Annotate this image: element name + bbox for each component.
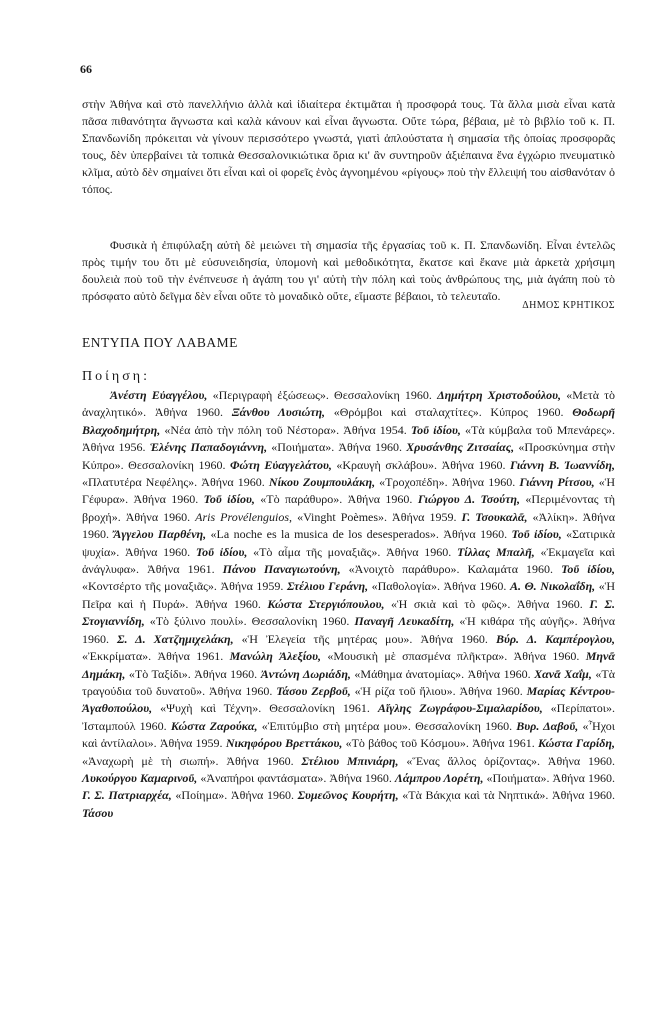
entry-details: «Τὸ αἷμα τῆς μοναξιᾶς». Ἀθήνα 1960. [247,544,457,559]
entry-author: Ἀντώνη Δωριάδη, [260,666,351,681]
entry-author: Μαρίας Κέντρου-Ἀγαθοπούλου, [82,683,615,716]
entry-author: Λάμπρου Λορέτη, [394,770,484,785]
entry-details: «Περιγραφὴ ἐξώσεως». Θεσσαλονίκη 1960. [207,388,438,402]
entry-author: Πάνου Παναγιωτούνη, [222,562,341,577]
entry-author: Ἀνέστη Εὐαγγέλου, [110,388,208,402]
entry-details: «Νέα ἀπὸ τὴν πόλη τοῦ Νέστορα». Ἀθήνα 1954. [160,422,411,437]
entry-details: «Vinght Poèmes». Ἀθήνα 1959. [292,509,462,524]
entry-details: «Τὸ παράθυρο». Ἀθήνα 1960. [254,492,418,507]
paragraph-continuation: στὴν Ἀθήνα καὶ στὸ πανελλήνιο ἀλλὰ καὶ ἰδιαίτερα ἐκτιμᾶται ἡ προσφορά τους. Τὰ ἄλλα μισὰ εἶναι κατὰ πᾶσα πιθανότητα ἄγνωστα καὶ καλὰ κάνουν καὶ εἶναι ἄγνωστα. Οὔτε τώρα, βέβαια, μὲ τὸ βιβλίο τοῦ κ. Π. Σπανδωνίδη πρόκειται νὰ γίνουν περισσότερο γνωστά, γιατὶ ἁπλούστατα ἡ σημασία τῆς ὁποίας προσφορᾶς τους, δὲν ὑπερβαίνει τὰ τοπικὰ Θεσσαλονικιώτικα ὅρια κι' ἂν συντηροῦν ἀξιέπαινα ἕνα ἐγχώριο πνευματικὸ κλῖμα, αὐτὸ δὲν σημαίνει ὅτι εἶναι καὶ οἱ φορεῖς ἑνὸς ἀγνοημένου «ρίγους» ποὺ τὴν ἔλλειψή του αἰσθανόταν ὁ τόπος. [82,97,615,197]
entry-details: «Κοντσέρτο τῆς μοναξιᾶς». Ἀθήνα 1959. [82,579,287,594]
entry-author: Σ. Δ. Χατζημιχελάκη, [117,631,234,646]
entry-details: «Ποιήματα». Ἀθήνα 1960. [483,770,615,785]
entry-details: «Ἡ ρίζα τοῦ ἥλιου». Ἀθήνα 1960. [350,683,527,698]
entry-author: Χανᾶ Χαΐμ, [534,666,592,681]
entry-author: Κώστα Ζαρούκα, [170,718,258,733]
entry-author: Κώστα Στεργιόπουλου, [267,596,385,611]
entry-author: Συμεῶνος Κουρήτη, [297,788,399,803]
entry-author: Aris Provélenguios, [195,509,293,524]
entry-author: Α. Θ. Νικολαΐδη, [509,579,596,594]
entry-author: Βυρ. Δαβοῦ, [516,718,579,733]
entry-details: «Παθολογία». Ἀθήνα 1960. [368,579,510,594]
section-title: ΕΝΤΥΠΑ ΠΟΥ ΛΑΒΑΜΕ [82,335,238,350]
entry-details: «Μάθημα ἀνατομίας». Ἀθήνα 1960. [350,666,535,681]
entry-details: «Τὸ βάθος τοῦ Κόσμου». Ἀθήνα 1961. [342,736,539,751]
entry-author: Ἑλένης Παπαδογιάννη, [149,440,268,455]
entry-details: «Τὰ κύμβαλα τοῦ Μπενάρες». Ἀθήνα 1956. [82,422,615,455]
entry-details: «Τὰ τραγούδια τοῦ δυνατοῦ». Ἀθήνα 1960. [82,666,615,698]
entry-details: «Ἡ Γέφυρα». Ἀθήνα 1960. [82,475,616,507]
entry-details: «Τὰ Βάκχια καὶ τὰ Νηπτικά». Ἀθήνα 1960. [398,788,616,803]
entry-details: «Μουσικὴ μὲ σπασμένα πλῆκτρα». Ἀθήνα 1960. [321,649,586,664]
entry-author: Τίλλας Μπαλῆ, [456,544,535,559]
article-continuation [82,96,615,199]
entry-details: «Τροχοπέδη». Ἀθήνα 1960. [375,475,520,490]
entry-details: «Ποιήματα». Ἀθήνα 1960. [267,440,407,455]
entry-author: Φώτη Εὐαγγελάτου, [229,457,332,472]
entry-details: «Κραυγὴ σκλάβου». Ἀθήνα 1960. [331,457,511,472]
entry-author: Κώστα Γαρίδη, [538,736,615,751]
entry-author: Λυκούργου Καμαρινοῦ, [82,770,198,785]
entry-author: Τάσου Ζερβοῦ, [276,683,351,698]
entry-details: «Ἐπιτύμβιο στὴ μητέρα μου». Θεσσαλονίκη 1960. [257,718,517,733]
entry-author: Τοῦ ἰδίου, [410,422,461,437]
entry-author: Ξάνθου Λυσιώτη, [231,405,326,420]
entry-author: Χρυσάνθης Ζιτσαίας, [406,440,515,455]
author-signature: ΔΗΜΟΣ ΚΡΗΤΙΚΟΣ [522,300,615,311]
entry-author: Γ. Σ. Πατριαρχέα, [82,788,172,803]
entry-details: «La noche es la musica de los desesperados». Ἀθήνα 1960. [206,527,512,542]
entry-author: Τοῦ ἰδίου, [511,527,562,542]
entry-details: «Ψυχὴ καὶ Τέχνη». Θεσσαλονίκη 1961. [152,701,378,716]
entry-author: Στέλιου Μπινιάρη, [301,753,399,768]
entry-details: «Ἡ Πεῖρα καὶ ἡ Πυρά». Ἀθήνα 1960. [82,579,616,611]
entry-details: «Σατιρικὰ ψυχία». Ἀθήνα 1960. [82,527,616,559]
entry-author: Μηνᾶ Δημάκη, [82,649,615,681]
entry-author: Γ. Τσουκαλᾶ, [461,509,528,524]
entry-author: Βύρ. Δ. Καμπέρογλου, [495,631,615,646]
entry-author: Νίκου Ζουμπουλάκη, [268,475,376,490]
entry-author: Μανώλη Ἀλεξίου, [229,649,322,664]
received-publications-list [82,387,615,822]
entry-author: Δημήτρη Χριστοδούλου, [437,388,562,402]
entry-details: «Ἀναπήροι φαντάσματα». Ἀθήνα 1960. [197,770,395,785]
entry-author: Γιάννη Β. Ἰωαννίδη, [510,457,616,472]
entry-details: «Ἡ Ἐλεγεία τῆς μητέρας μου». Ἀθήνα 1960. [233,631,496,646]
entry-details: «Ἕνας ἄλλος ὁρίζοντας». Ἀθήνα 1960. [398,753,615,768]
entry-author: Τοῦ ἰδίου, [561,562,615,577]
entry-author: Ἄγγελου Παρθένη, [113,527,207,542]
entry-details: «Περίπατοι». Ἰσταμπούλ 1960. [82,701,615,733]
entry-author: Τοῦ ἰδίου, [203,492,255,507]
entry-details: «Ποίημα». Ἀθήνα 1960. [171,788,298,803]
entry-author: Γιάννη Ρίτσου, [519,475,595,490]
entry-details: «Ἡ κιθάρα τῆς αὐγῆς». Ἀθήνα 1960. [82,614,615,646]
entry-details: «Πλατυτέρα Νεφέλης». Ἀθήνα 1960. [82,475,269,490]
entry-details: «Ἀναχωρὴ μὲ τὴ σιωπή». Ἀθήνα 1960. [82,753,302,768]
page-number: 66 [80,62,92,76]
entry-details: «Τὸ ξύλινο πουλί». Θεσσαλονίκη 1960. [144,614,355,629]
subsection-title: Ποίηση: [82,369,150,384]
entry-details: «Ἀνοιχτὸ παράθυρο». Καλαμάτα 1960. [340,562,562,577]
entry-details: «Μετὰ τὸ ἀναχλητικό». Ἀθήνα 1960. [82,388,616,420]
entry-details: «Ἦχοι καὶ ἀντίλαλοι». Ἀθήνα 1959. [82,718,616,751]
paragraph-closing: Φυσικὰ ἡ ἐπιφύλαξη αὐτὴ δὲ μειώνει τὴ σημασία τῆς ἐργασίας τοῦ κ. Π. Σπανδωνίδη. Εἶναι ἐντελῶς πρὸς τιμήν του ὅτι μὲ εὐσυνειδησία, ὑπομονὴ καὶ μεθοδικότητα, ἔκατσε καὶ ἔκανε μιὰ ἀρκετὰ χρήσιμη δουλειὰ ποὺ τοῦ τὴν ἐνέπνευσε ἡ ἀγάπη του γι' αὐτὴ τὴν πόλη καὶ τοὺς ἀνθρώπους της, μιὰ ἀγάπη ποὺ τὸ πρόσφατο αὐτὸ δεῖγμα δὲν εἶναι οὔτε τὸ μοναδικὸ οὔτε, εἴμαστε βέβαιοι, τὸ τελευταῖο. [82,238,615,304]
entry-author: Γιώργου Δ. Τσούτη, [417,492,521,507]
publications-paragraph [82,387,615,822]
entry-author: Αἴγλης Ζωγράφου-Σιμαλαρίδου, [377,701,543,716]
entry-details: «Τὸ Ταξίδι». Ἀθήνα 1960. [125,666,261,681]
entry-author: Παναγῆ Λευκαδίτη, [354,614,455,629]
entry-author: Γ. Σ. Στογιαννίδη, [82,596,615,629]
entry-details: «Ἡ σκιὰ καὶ τὸ φῶς». Ἀθήνα 1960. [384,596,590,611]
entry-details: «Ἐκμαγεῖα καὶ ἀνάγλυφα». Ἀθήνα 1961. [82,544,616,577]
entry-author: Τάσου [82,805,114,820]
entry-details: «Περιμένοντας τὴ βροχή». Ἀθήνα 1960. [82,492,615,524]
entry-author: Νικηφόρου Βρεττάκου, [225,736,343,751]
entry-details: «Ἀλίκη». Ἀθήνα 1960. [82,509,615,542]
entry-details: «Προσκύνημα στὴν Κύπρο». Θεσσαλονίκη 1960. [82,440,616,472]
entry-details: «Ἐκκρίματα». Ἀθήνα 1961. [82,649,230,664]
entry-author: Θοδωρῆ Βλαχοδημήτρη, [82,405,616,437]
entry-details: «Θρόμβοι καὶ σταλαχτίτες». Κύπρος 1960. [325,405,573,420]
entry-author: Τοῦ ἰδίου, [195,544,248,559]
entry-author: Στέλιου Γεράνη, [286,579,369,594]
article-closing [82,237,615,305]
